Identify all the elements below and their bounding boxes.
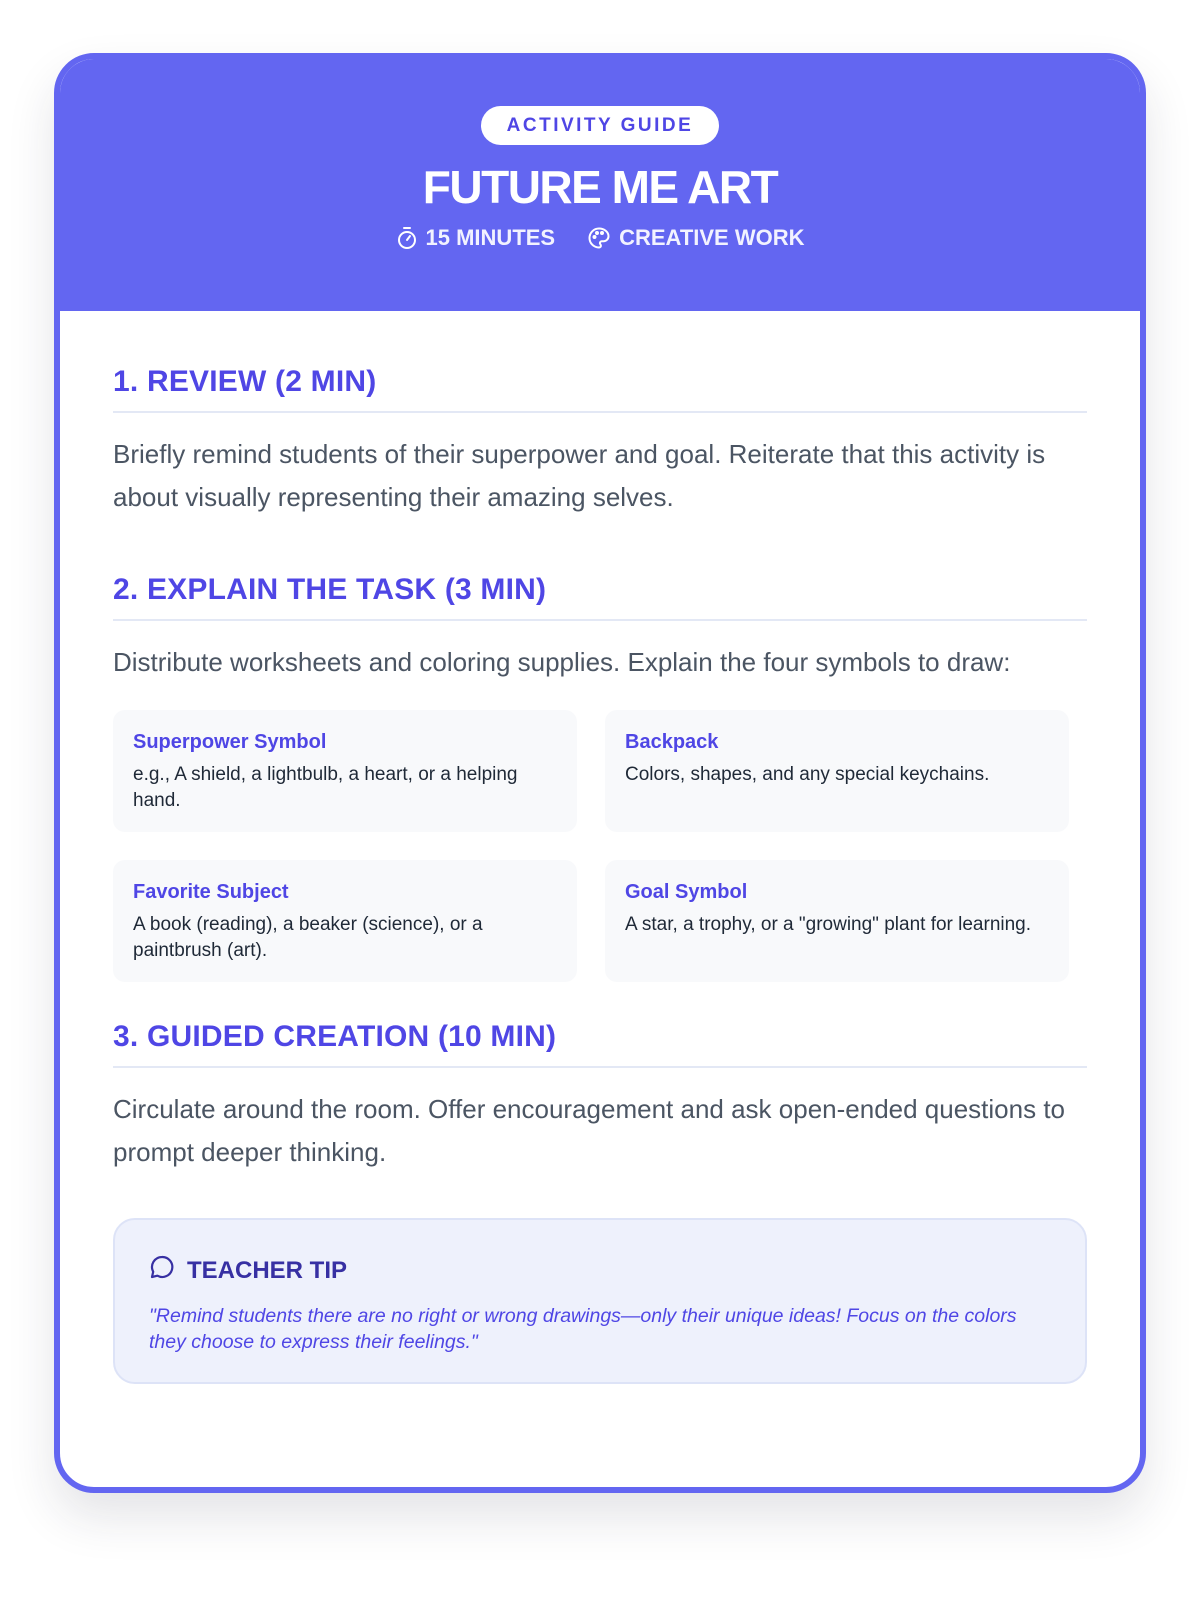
activity-guide-card <box>54 53 1146 1493</box>
symbol-card-favorite-subject <box>113 860 577 982</box>
symbols-grid <box>113 710 1087 982</box>
symbol-title: Superpower Symbol <box>133 731 327 753</box>
page-title: FUTURE ME ART <box>422 161 778 213</box>
card-header <box>60 59 1140 311</box>
category-label: CREATIVE WORK <box>619 225 805 250</box>
symbol-title: Goal Symbol <box>625 881 748 903</box>
symbol-card-backpack <box>605 710 1069 832</box>
symbol-card-superpower <box>113 710 577 832</box>
section-review <box>113 365 1087 519</box>
category-meta <box>587 225 804 251</box>
stopwatch-icon <box>396 226 418 250</box>
section-text: Briefly remind students of their superpower and goal. Reiterate that this activity is about visually representing their amazing selves. <box>113 439 1046 512</box>
symbol-card-goal <box>605 860 1069 982</box>
symbol-description: e.g., A shield, a lightbulb, a heart, or a helping hand. <box>133 764 518 811</box>
teacher-tip-label: TEACHER TIP <box>187 1256 348 1284</box>
symbol-title: Backpack <box>625 731 719 753</box>
section-explain-task <box>113 573 1087 982</box>
card-body <box>60 311 1140 1384</box>
symbol-description: A book (reading), a beaker (science), or a paintbrush (art). <box>133 914 483 961</box>
duration-label: 15 MINUTES <box>425 225 556 250</box>
symbol-description: A star, a trophy, or a "growing" plant for learning. <box>625 914 1032 935</box>
palette-icon <box>587 226 611 250</box>
section-guided-creation <box>113 1020 1087 1174</box>
symbol-description: Colors, shapes, and any special keychains. <box>625 764 990 785</box>
section-text: Circulate around the room. Offer encouragement and ask open-ended questions to prompt deeper thinking. <box>113 1094 1066 1167</box>
teacher-tip-text: "Remind students there are no right or wrong drawings—only their unique ideas! Focus on the colors they choose to express their feelings." <box>149 1305 1017 1353</box>
duration-meta <box>396 225 556 251</box>
speech-bubble-icon <box>149 1254 175 1287</box>
section-title: 3. GUIDED CREATION (10 MIN) <box>113 1020 1087 1068</box>
activity-meta <box>60 225 1140 251</box>
teacher-tip-box <box>113 1218 1087 1384</box>
activity-guide-badge: ACTIVITY GUIDE <box>481 106 720 145</box>
teacher-tip-header <box>149 1254 1051 1287</box>
section-title: 1. REVIEW (2 MIN) <box>113 365 1087 413</box>
symbol-title: Favorite Subject <box>133 881 289 903</box>
section-title: 2. EXPLAIN THE TASK (3 MIN) <box>113 573 1087 621</box>
section-text: Distribute worksheets and coloring supplies. Explain the four symbols to draw: <box>113 647 1011 677</box>
